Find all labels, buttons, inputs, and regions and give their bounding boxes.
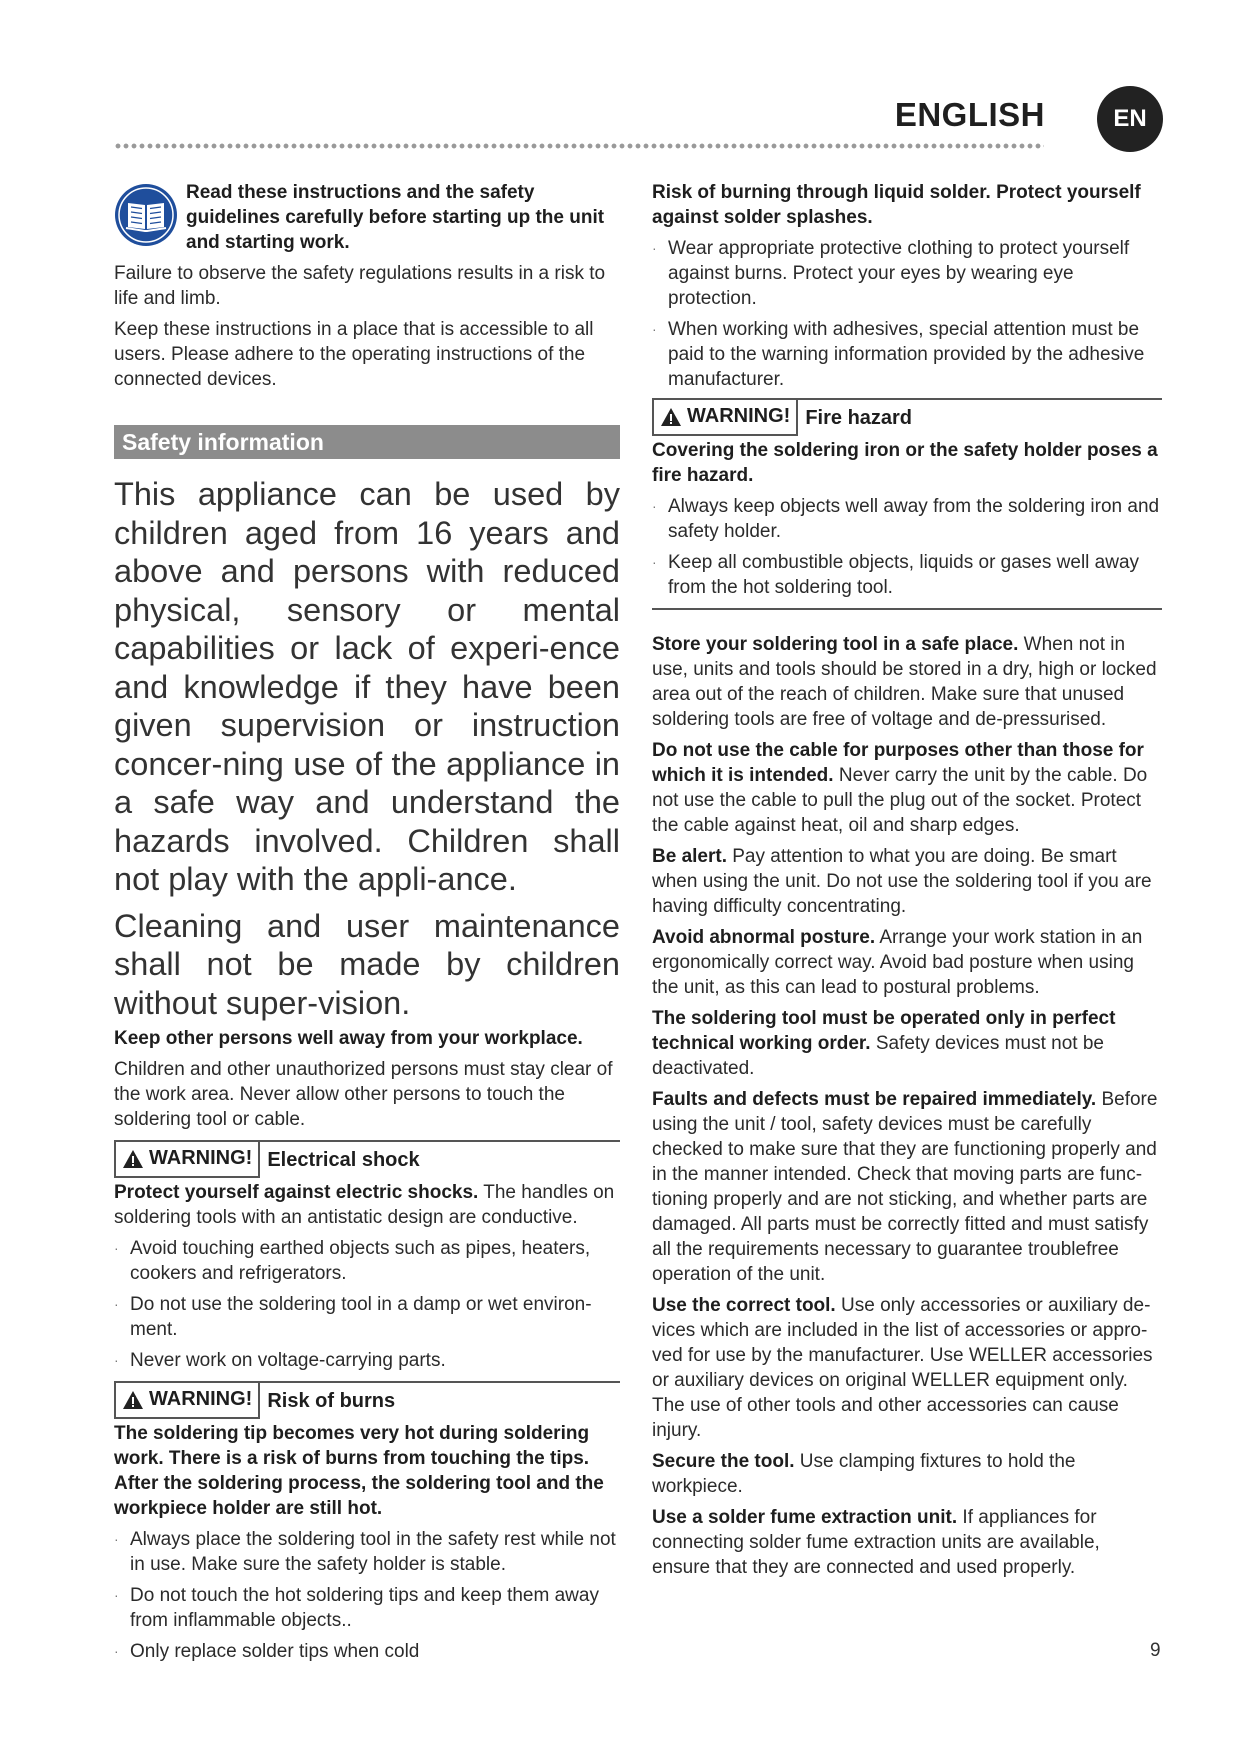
electrical-bold: Protect yourself against electric shocks. bbox=[114, 1182, 479, 1203]
paragraph-text: Arrange your work station in an ergonomically correct way. Avoid bad posture when using the unit, as this can lead to postural problems. bbox=[652, 927, 1143, 998]
section-heading-safety: Safety information bbox=[114, 425, 620, 459]
safety-paragraph bbox=[652, 1006, 1162, 1081]
fire-bullet-list bbox=[652, 494, 1162, 600]
list-item: · Do not use the soldering tool in a damp or wet environ-ment. bbox=[114, 1292, 620, 1342]
paragraph-text: Pay attention to what you are doing. Be smart when using the unit. Do not use the soldering tool if you are having difficulty concentrating. bbox=[652, 846, 1152, 917]
safety-paragraph bbox=[652, 738, 1162, 838]
paragraph-text: If appliances for connecting solder fume extraction units are available, ensure that they are connected and used properly. bbox=[652, 1507, 1100, 1578]
paragraph-text: Safety devices must not be deactivated. bbox=[652, 1033, 1104, 1079]
burns-bullet-list bbox=[114, 1527, 620, 1664]
list-item: · When working with adhesives, special attention must be paid to the warning information provided by the adhesive manufacturer. bbox=[652, 317, 1162, 392]
keep-instructions-paragraph: Keep these instructions in a place that is accessible to all users. Please adhere to the operating instructions of the connected devices. bbox=[114, 319, 594, 390]
intro-block bbox=[114, 180, 620, 255]
children-paragraph: This appliance can be used by children aged from 16 years and above and persons with reduced physical, sensory or mental capabilities or lack of experi-ence and knowledge if they have been given supervision or instruction concer-ning use of the appliance in a safe way and understand the hazards involved. Children shall not play with the appli-ance. bbox=[114, 476, 620, 897]
electrical-text: The handles on soldering tools with an antistatic design are conductive. bbox=[114, 1182, 615, 1228]
liquid-solder-bullet-list bbox=[652, 236, 1162, 392]
paragraph-bold: The soldering tool must be operated only in perfect technical working order. bbox=[652, 1008, 1116, 1054]
paragraph-bold: Faults and defects must be repaired immediately. bbox=[652, 1089, 1097, 1110]
warning-fire-header bbox=[652, 398, 1162, 436]
warning-triangle-icon bbox=[122, 1149, 144, 1169]
warning-burns-header bbox=[114, 1381, 620, 1419]
safety-paragraph bbox=[652, 1505, 1162, 1580]
warning-title-fire: Fire hazard bbox=[805, 406, 913, 429]
warning-triangle-icon bbox=[122, 1390, 144, 1410]
paragraph-bold: Avoid abnormal posture. bbox=[652, 927, 876, 948]
warning-label: WARNING! bbox=[687, 405, 791, 427]
list-item: · Keep all combustible objects, liquids or gases well away from the hot soldering tool. bbox=[652, 550, 1162, 600]
warning-electrical-header bbox=[114, 1140, 620, 1178]
paragraph-text: Before using the unit / tool, safety devices must be carefully checked to make sure that they are functioning properly and in the manner intended. Check that moving parts are func-tioning properly and are not sticking, and whether parts are damaged. All parts must be correctly fitted and must satisfy all the requirements necessary to guarantee troublefree operation of the unit. bbox=[652, 1089, 1158, 1285]
electrical-bullet-list bbox=[114, 1236, 620, 1373]
warning-label-box bbox=[114, 1383, 260, 1419]
list-item: · Do not touch the hot soldering tips and keep them away from inflammable objects.. bbox=[114, 1583, 620, 1633]
warning-label: WARNING! bbox=[149, 1147, 253, 1169]
list-item: · Avoid touching earthed objects such as pipes, heaters, cookers and refrigerators. bbox=[114, 1236, 620, 1286]
warning-label-box bbox=[114, 1142, 260, 1178]
warning-title-electrical: Electrical shock bbox=[267, 1148, 420, 1171]
language-badge: EN bbox=[1097, 86, 1163, 152]
paragraph-bold: Use a solder fume extraction unit. bbox=[652, 1507, 958, 1528]
keep-persons-text: Children and other unauthorized persons must stay clear of the work area. Never allow other persons to touch the soldering tool or cable. bbox=[114, 1059, 613, 1130]
list-item: · Always place the soldering tool in the safety rest while not in use. Make sure the safety holder is stable. bbox=[114, 1527, 620, 1577]
cleaning-paragraph: Cleaning and user maintenance shall not be made by children without super-vision. bbox=[114, 907, 620, 1021]
list-item: · Only replace solder tips when cold bbox=[114, 1639, 620, 1664]
list-item: · Wear appropriate protective clothing to protect yourself against burns. Protect your eyes by wearing eye protection. bbox=[652, 236, 1162, 311]
safety-paragraph bbox=[652, 1293, 1162, 1443]
manual-book-icon bbox=[114, 183, 178, 247]
keep-persons-heading bbox=[114, 1026, 620, 1051]
list-item: · Never work on voltage-carrying parts. bbox=[114, 1348, 620, 1373]
electrical-intro bbox=[114, 1180, 620, 1230]
safety-paragraph bbox=[652, 632, 1162, 732]
right-column bbox=[652, 180, 1162, 1586]
liquid-solder-bold: Risk of burning through liquid solder. Protect yourself against solder splashes. bbox=[652, 182, 1141, 228]
paragraph-bold: Do not use the cable for purposes other than those for which it is intended. bbox=[652, 740, 1144, 786]
paragraph-bold: Store your soldering tool in a safe place. bbox=[652, 634, 1019, 655]
list-item: · Always keep objects well away from the soldering iron and safety holder. bbox=[652, 494, 1162, 544]
paragraph-bold: Use the correct tool. bbox=[652, 1295, 836, 1316]
paragraph-text: Use only accessories or auxiliary de-vices which are included in the list of accessories or appro-ved for use by the manufacturer. Use WELLER accessories or auxiliary devices on original WELLER equipment only. The use of other tools and other accessories can cause injury. bbox=[652, 1295, 1153, 1441]
fire-bold: Covering the soldering iron or the safety holder poses a fire hazard. bbox=[652, 440, 1158, 486]
fire-hazard-block bbox=[652, 438, 1162, 610]
dotted-divider bbox=[114, 143, 1044, 149]
paragraph-text: Use clamping fixtures to hold the workpiece. bbox=[652, 1451, 1076, 1497]
intro-instructions: Read these instructions and the safety guidelines carefully before starting up the unit and starting work. bbox=[186, 182, 605, 253]
warning-label-box bbox=[652, 400, 798, 436]
warning-title-burns: Risk of burns bbox=[267, 1389, 396, 1412]
paragraph-bold: Secure the tool. bbox=[652, 1451, 795, 1472]
warning-triangle-icon bbox=[660, 407, 682, 427]
burns-bold: The soldering tip becomes very hot during soldering work. There is a risk of burns from touching the tips. After the soldering process, the soldering tool and the workpiece holder are still hot. bbox=[114, 1423, 604, 1519]
paragraph-text: When not in use, units and tools should be stored in a dry, high or locked area out of the reach of children. Make sure that unused soldering tools are free of voltage and de-pressurised. bbox=[652, 634, 1157, 730]
safety-paragraph bbox=[652, 925, 1162, 1000]
safety-paragraph bbox=[652, 1087, 1162, 1287]
page-language-title: ENGLISH bbox=[894, 96, 1045, 133]
warning-label: WARNING! bbox=[149, 1388, 253, 1410]
page-number: 9 bbox=[1150, 1640, 1161, 1661]
paragraph-text: Never carry the unit by the cable. Do not use the cable to pull the plug out of the socket. Protect the cable against heat, oil and sharp edges. bbox=[652, 765, 1148, 836]
keep-persons-bold: Keep other persons well away from your workplace. bbox=[114, 1028, 583, 1049]
paragraph-bold: Be alert. bbox=[652, 846, 727, 867]
safety-paragraph bbox=[652, 844, 1162, 919]
risk-paragraph: Failure to observe the safety regulations results in a risk to life and limb. bbox=[114, 263, 606, 309]
safety-paragraph bbox=[652, 1449, 1162, 1499]
left-column bbox=[114, 180, 620, 1670]
